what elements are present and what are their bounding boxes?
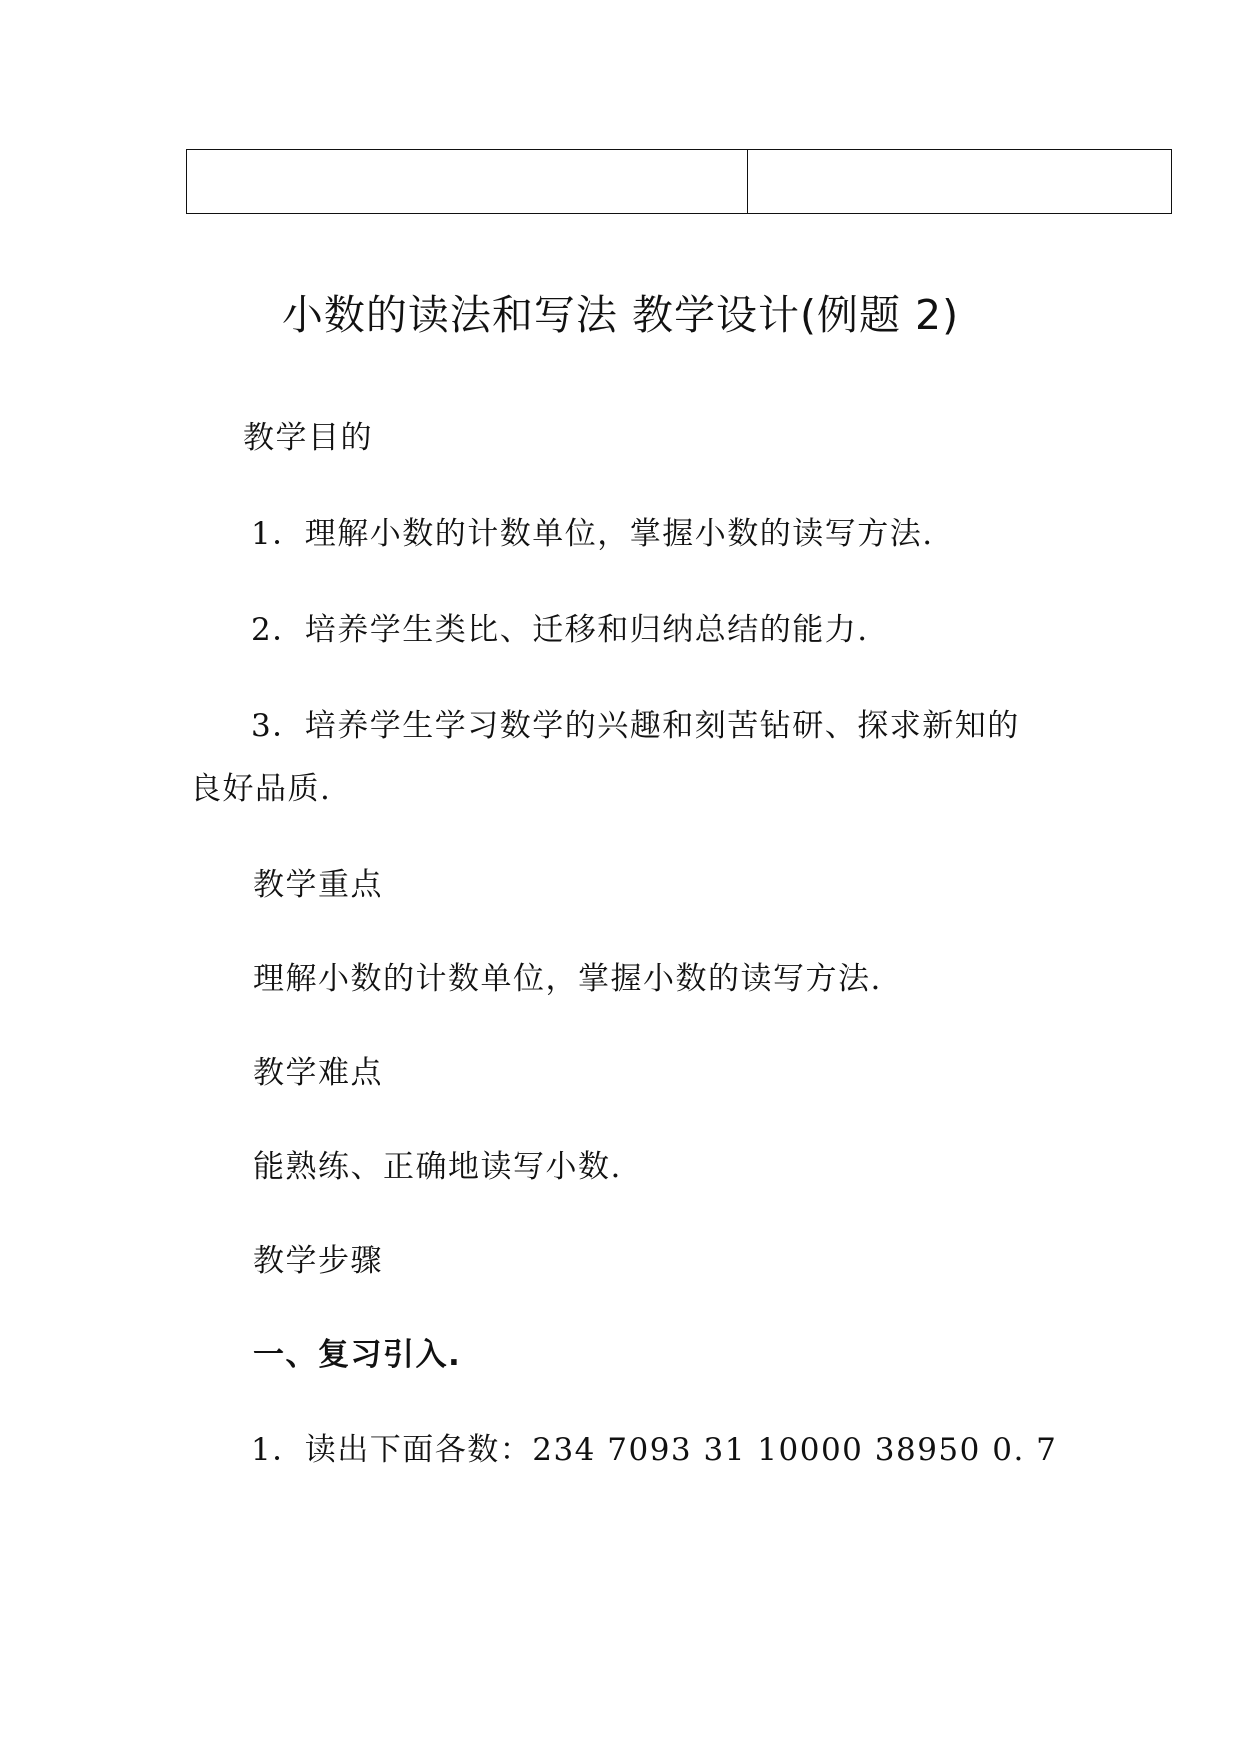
header-table bbox=[186, 149, 1172, 214]
objective-1: 1．理解小数的计数单位，掌握小数的读写方法. bbox=[251, 516, 934, 552]
objective-2: 2．培养学生类比、迁移和归纳总结的能力. bbox=[251, 612, 869, 648]
objectives-heading: 教学目的 bbox=[243, 420, 373, 456]
objective-3-line2: 良好品质. bbox=[190, 771, 332, 807]
objective-3-line1: 3．培养学生学习数学的兴趣和刻苦钻研、探求新知的 bbox=[251, 708, 1020, 744]
difficulty-text: 能熟练、正确地读写小数. bbox=[253, 1149, 622, 1185]
document-title: 小数的读法和写法 教学设计(例题 2) bbox=[281, 291, 960, 339]
difficulty-heading: 教学难点 bbox=[253, 1055, 383, 1091]
key-point-text: 理解小数的计数单位，掌握小数的读写方法. bbox=[253, 961, 882, 997]
header-cell-right bbox=[748, 150, 1171, 213]
step-1-heading: 一、复习引入. bbox=[253, 1337, 462, 1373]
header-cell-left bbox=[187, 150, 748, 213]
step-1-item-1: 1．读出下面各数：234 7093 31 10000 38950 0. 7 bbox=[251, 1432, 1058, 1468]
key-point-heading: 教学重点 bbox=[253, 867, 383, 903]
steps-heading: 教学步骤 bbox=[253, 1243, 383, 1279]
